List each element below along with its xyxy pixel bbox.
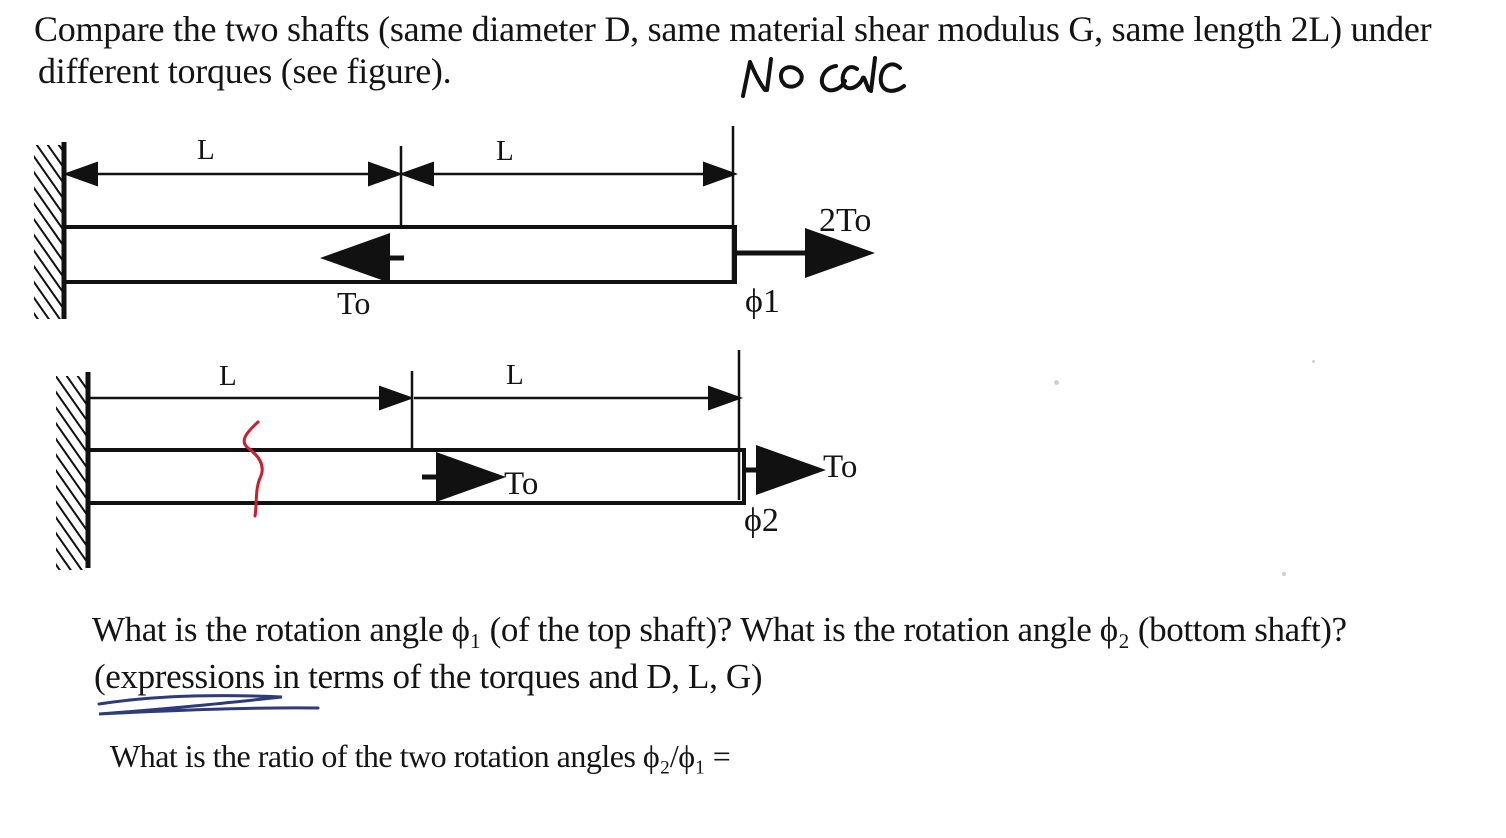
bottom-middle-torque-label: To <box>504 466 539 502</box>
rotation-angle-question-line-1: What is the rotation angle ϕ₁ (of the top shaft)? What is the rotation angle ϕ₂ (bottom shaft)? <box>92 610 1347 649</box>
bottom-end-torque-label: To <box>823 449 858 485</box>
bottom-left-length-label: L <box>219 360 237 392</box>
bottom-middle-torque-double-head <box>482 470 496 484</box>
top-middle-torque-label: To <box>337 285 371 321</box>
intro-line-1: Compare the two shafts (same diameter D, same material shear modulus G, same length 2L) under <box>34 9 1432 49</box>
bottom-end-torque-double-head <box>802 463 816 477</box>
top-end-torque-double-head <box>850 246 864 260</box>
bottom-right-length-label: L <box>506 359 524 391</box>
top-shaft <box>64 227 735 282</box>
bottom-shaft-figure <box>56 350 857 570</box>
bottom-shaft <box>88 450 744 503</box>
faint-scan-mark <box>1282 572 1286 576</box>
top-fixed-wall-hatching <box>34 145 64 319</box>
top-right-length-label: L <box>496 135 514 167</box>
top-end-torque-label: 2To <box>819 202 872 239</box>
bottom-rotation-angle-label: ϕ2 <box>744 502 779 539</box>
top-middle-torque-double-head <box>330 251 344 265</box>
rotation-angle-question-line-2: (expressions in terms of the torques and D, L, G) <box>94 657 763 696</box>
intro-line-2: different torques (see figure). <box>38 51 452 91</box>
faint-scan-mark <box>1312 360 1315 363</box>
top-rotation-angle-label: ϕ1 <box>745 283 780 320</box>
bottom-fixed-wall-hatching <box>56 376 88 570</box>
blue-handwritten-underline <box>99 696 318 714</box>
faint-scan-mark <box>1054 380 1059 385</box>
top-left-length-label: L <box>197 134 215 166</box>
top-shaft-figure <box>34 126 871 321</box>
ratio-question: What is the ratio of the two rotation angles ϕ₂/ϕ₁ = <box>110 738 731 774</box>
